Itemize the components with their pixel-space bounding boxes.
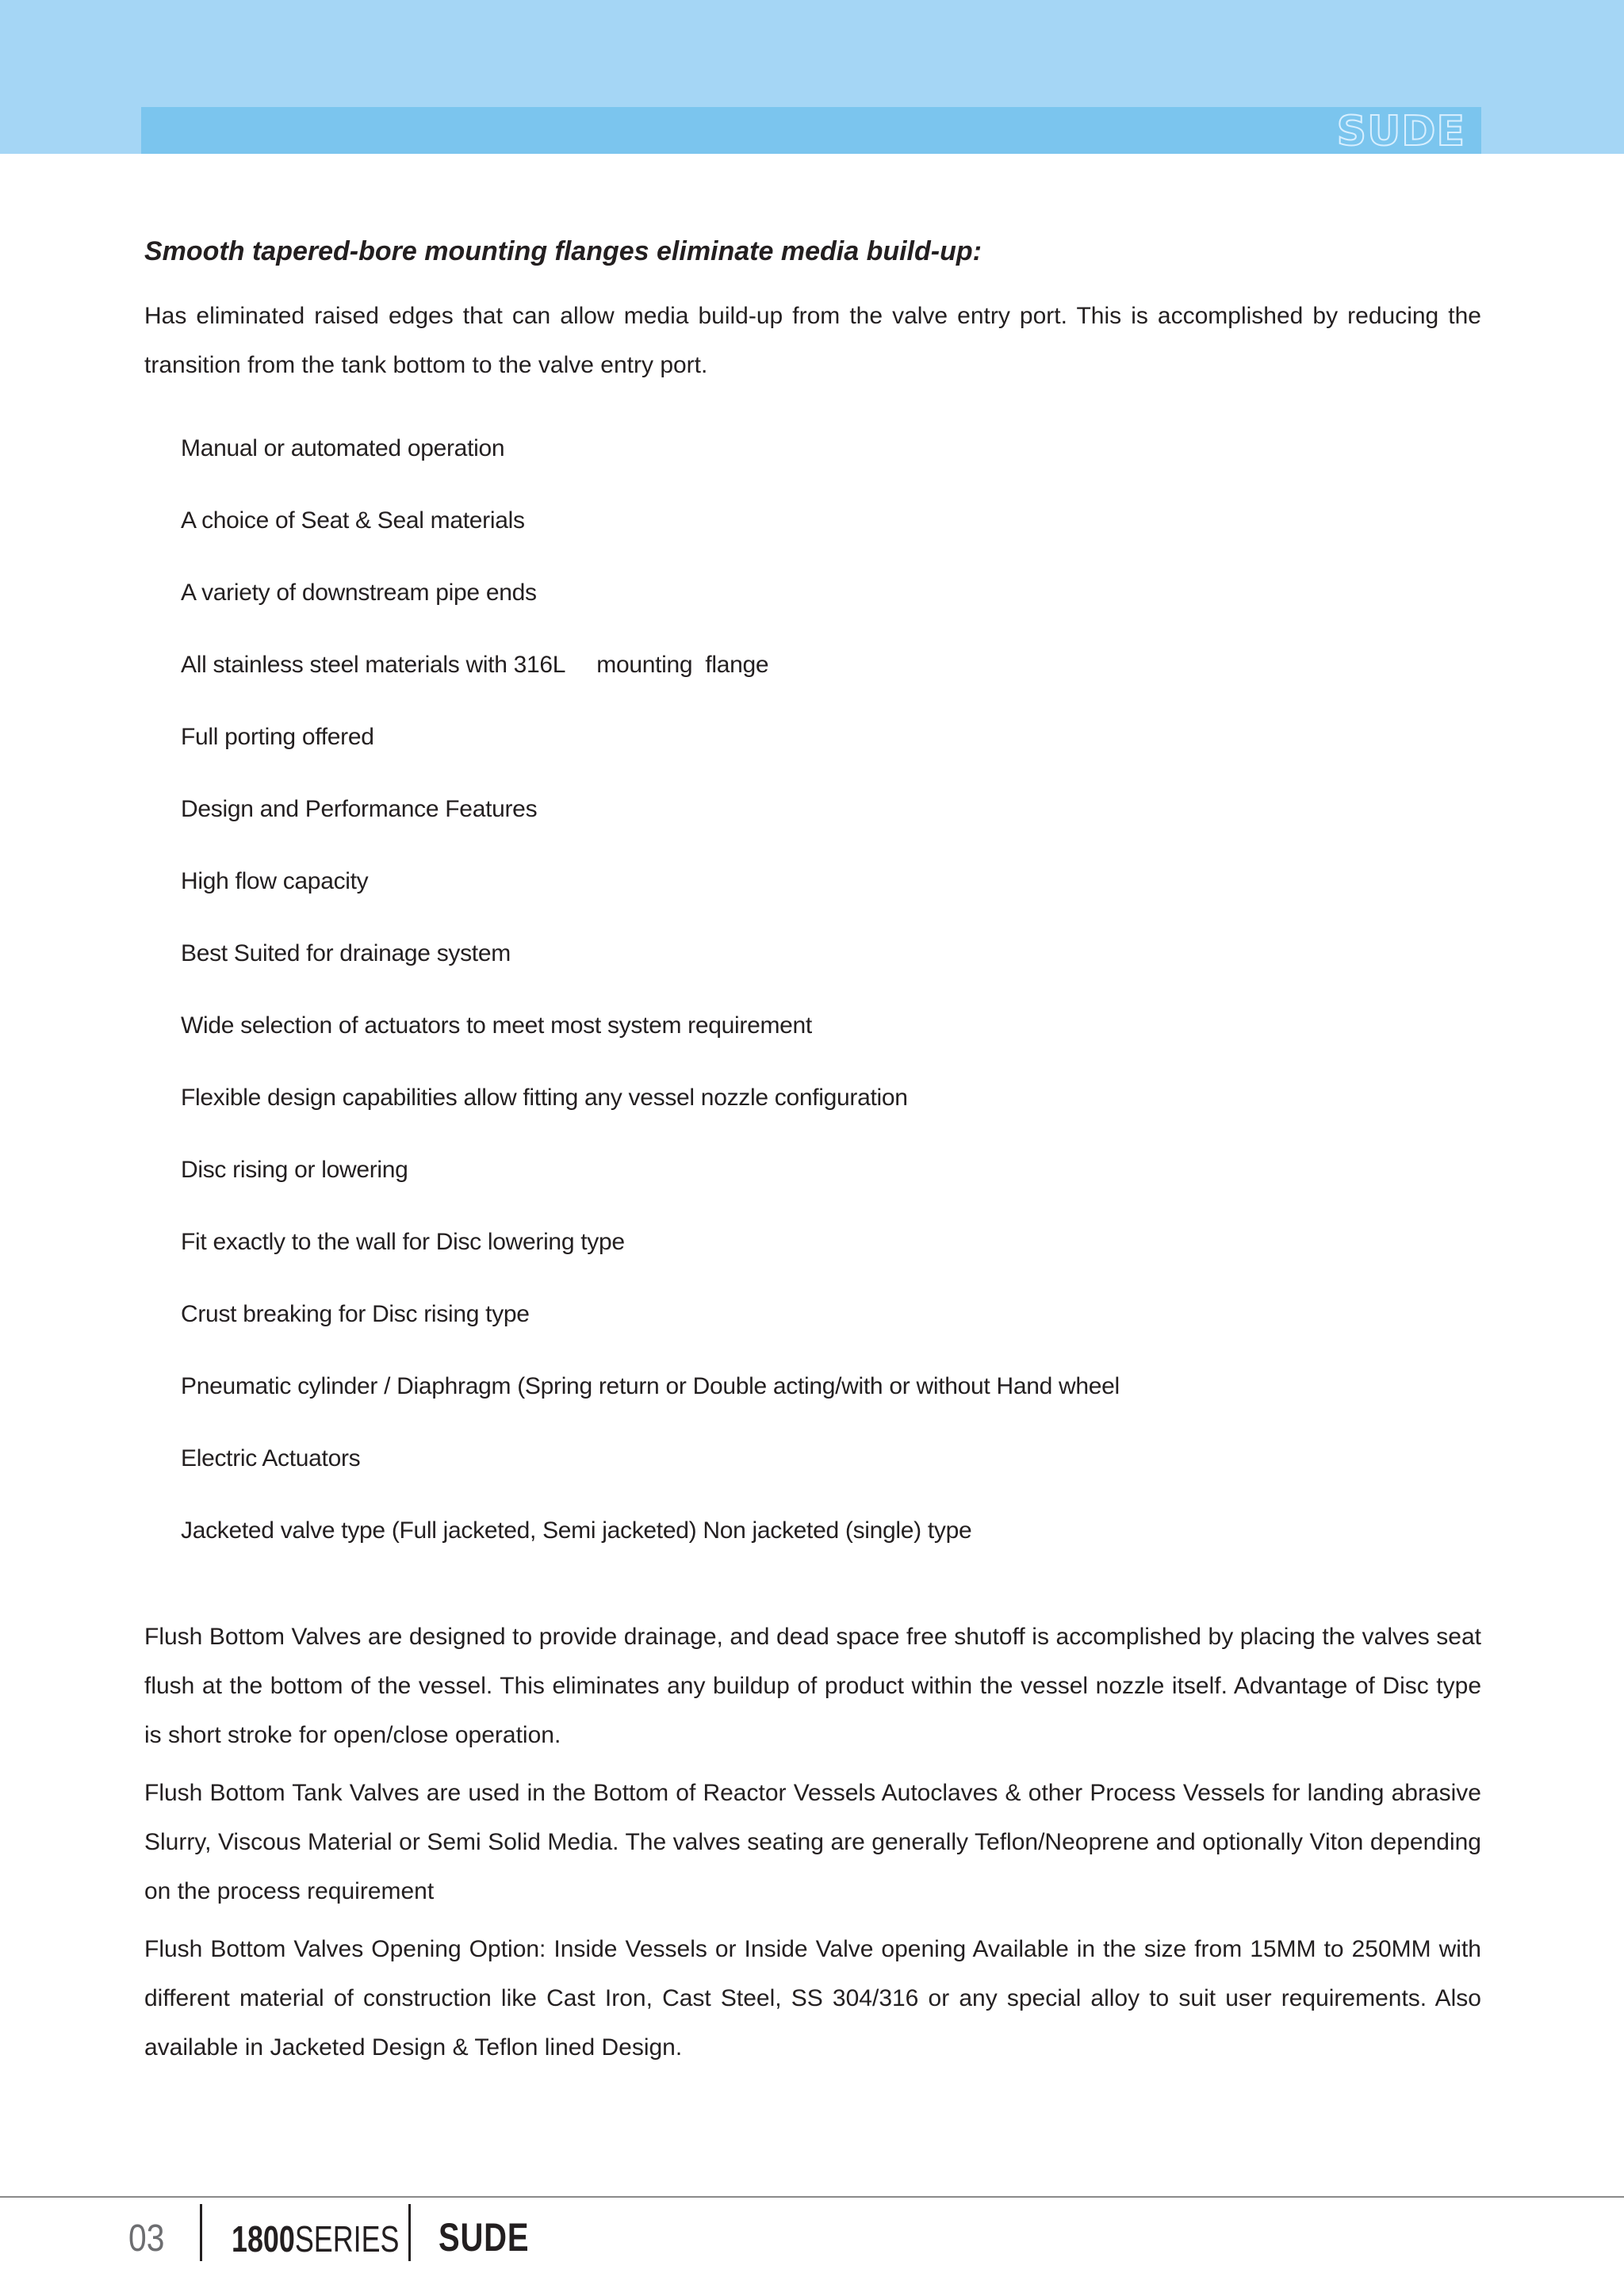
body-paragraph: Flush Bottom Valves are designed to provide drainage, and dead space free shutoff is accomplished by placing the valves seat flush at the bottom of the vessel. This eliminates any buildup of product within the vessel nozzle itself. Advantage of Disc type is short stroke for open/close operation.	[144, 1624, 1481, 1748]
series-word: SERIES	[294, 2218, 400, 2260]
feature-list	[181, 412, 1120, 1567]
feature-item: Full porting offered	[181, 724, 374, 750]
footer-separator	[408, 2204, 411, 2261]
feature-item: Pneumatic cylinder / Diaphragm (Spring return or Double acting/with or without Hand wheel	[181, 1373, 1120, 1399]
footer-brand-logo: SUDE	[439, 2215, 530, 2260]
page-number: 03	[128, 2218, 165, 2260]
body-paragraph: Flush Bottom Valves Opening Option: Inside Vessels or Inside Valve opening Available in the size from 15MM to 250MM with different material of construction like Cast Iron, Cast Steel, SS 304/316 or any special alloy to suit user requirements. Also available in Jacketed Design & Teflon lined Design.	[144, 1936, 1481, 2061]
feature-item: Crust breaking for Disc rising type	[181, 1301, 530, 1327]
section-subheading: Smooth tapered-bore mounting flanges eliminate media build-up:	[144, 236, 982, 266]
footer-divider	[0, 2196, 1624, 2198]
header-bar	[141, 107, 1481, 154]
feature-item: Fit exactly to the wall for Disc lowering type	[181, 1229, 625, 1255]
feature-item: Jacketed valve type (Full jacketed, Semi jacketed) Non jacketed (single) type	[181, 1517, 972, 1544]
series-label	[232, 2217, 399, 2261]
feature-item: A variety of downstream pipe ends	[181, 580, 537, 606]
feature-item: All stainless steel materials with 316L mounting flange	[181, 652, 769, 678]
feature-item: Best Suited for drainage system	[181, 940, 511, 966]
feature-item: Manual or automated operation	[181, 435, 505, 461]
series-number: 1800	[232, 2218, 295, 2260]
feature-item: Flexible design capabilities allow fitting any vessel nozzle configuration	[181, 1085, 908, 1111]
feature-item: Design and Performance Features	[181, 796, 538, 822]
brand-logo: SUDE	[1336, 108, 1465, 155]
intro-paragraph: Has eliminated raised edges that can allow media build-up from the valve entry port. This is accomplished by reducing the transition from the tank bottom to the valve entry port.	[144, 303, 1481, 378]
feature-item: Electric Actuators	[181, 1445, 361, 1471]
body-paragraph: Flush Bottom Tank Valves are used in the Bottom of Reactor Vessels Autoclaves & other Process Vessels for landing abrasive Slurry, Viscous Material or Semi Solid Media. The valves seating are generally Teflon/Neoprene and optionally Viton depending on the process requirement	[144, 1780, 1481, 1904]
feature-item: High flow capacity	[181, 868, 369, 894]
feature-item: Wide selection of actuators to meet most system requirement	[181, 1012, 812, 1039]
feature-item: A choice of Seat & Seal materials	[181, 507, 525, 534]
footer-separator	[200, 2204, 202, 2261]
feature-item: Disc rising or lowering	[181, 1157, 408, 1183]
